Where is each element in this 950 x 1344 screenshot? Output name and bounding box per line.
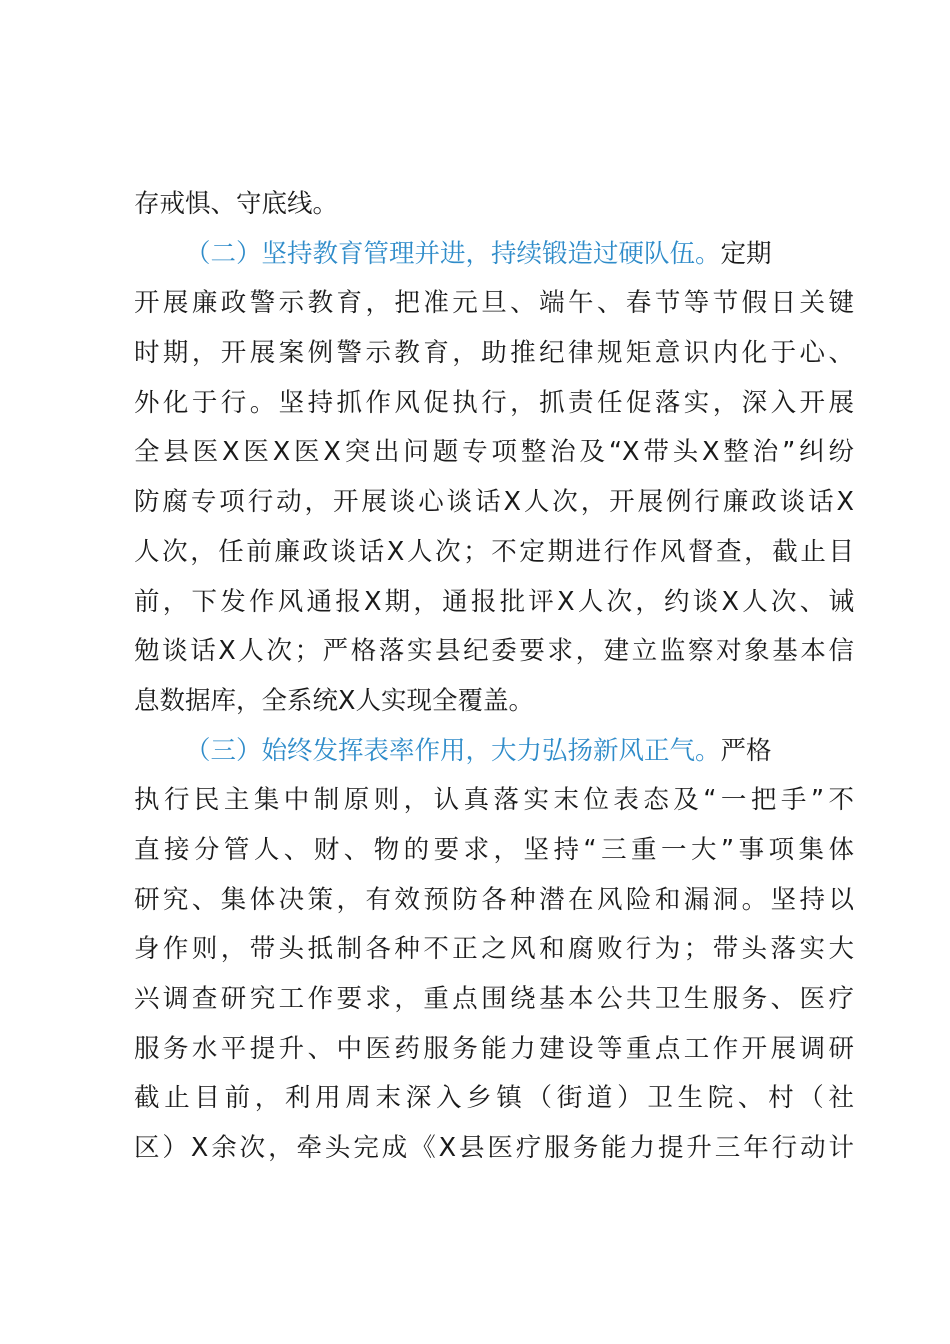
body-text: 存戒惧、守底线。 — [134, 189, 339, 219]
text-line — [134, 627, 854, 677]
body-text: 严格 — [720, 735, 772, 766]
text-line — [134, 329, 854, 379]
body-text: 防腐专项行动，开展谈心谈话X人次，开展例行廉政谈话X — [134, 487, 854, 518]
body-text: 息数据库，全系统X人实现全覆盖。 — [134, 685, 534, 716]
body-text: 兴调查研究工作要求，重点围绕基本公共卫生服务、医疗 — [134, 984, 854, 1014]
text-line — [134, 428, 854, 478]
body-text: 定期 — [720, 238, 772, 269]
text-line — [134, 925, 854, 975]
document-body — [134, 180, 854, 1174]
text-line — [134, 279, 854, 329]
body-text: 人次，任前廉政谈话X人次；不定期进行作风督查，截止目 — [134, 536, 854, 567]
text-line — [134, 180, 854, 230]
text-line — [134, 876, 854, 926]
text-line — [134, 1124, 854, 1174]
body-text: 截止目前，利用周末深入乡镇（街道）卫生院、村（社 — [134, 1083, 854, 1114]
body-text: 服务水平提升、中医药服务能力建设等重点工作开展调研 — [134, 1033, 854, 1064]
body-text: 勉谈话X人次；严格落实县纪委要求，建立监察对象基本信 — [134, 636, 854, 667]
text-line — [134, 826, 854, 876]
text-line — [134, 1074, 854, 1124]
text-line — [134, 1025, 854, 1075]
body-text: 身作则，带头抵制各种不正之风和腐败行为；带头落实大 — [134, 934, 854, 965]
text-line — [134, 578, 854, 628]
section-heading-line — [134, 727, 854, 777]
body-text: 前，下发作风通报X期，通报批评X人次，约谈X人次、诫 — [134, 586, 854, 617]
body-text: 研究、集体决策，有效预防各种潜在风险和漏洞。坚持以 — [134, 884, 854, 915]
body-text: 直接分管人、财、物的要求，坚持“三重一大”事项集体 — [134, 834, 854, 865]
text-line — [134, 975, 854, 1025]
body-text: 执行民主集中制原则，认真落实末位表态及“一把手”不 — [134, 785, 854, 816]
body-text: 外化于行。坚持抓作风促执行，抓责任促落实，深入开展 — [134, 387, 854, 418]
section-heading: （三）始终发挥表率作用，大力弘扬新风正气。 — [185, 735, 721, 766]
section-heading-line — [134, 230, 854, 280]
text-line — [134, 776, 854, 826]
body-text: 区）X余次，牵头完成《X县医疗服务能力提升三年行动计 — [134, 1133, 854, 1164]
text-line — [134, 677, 854, 727]
text-line — [134, 478, 854, 528]
body-text: 开展廉政警示教育，把准元旦、端午、春节等节假日关键 — [134, 288, 854, 319]
body-text: 全县医X医X医X突出问题专项整治及“X带头X整治”纠纷 — [134, 437, 854, 468]
text-line — [134, 379, 854, 429]
text-line — [134, 528, 854, 578]
body-text: 时期，开展案例警示教育，助推纪律规矩意识内化于心、 — [134, 338, 854, 369]
section-heading: （二）坚持教育管理并进，持续锻造过硬队伍。 — [185, 238, 721, 269]
